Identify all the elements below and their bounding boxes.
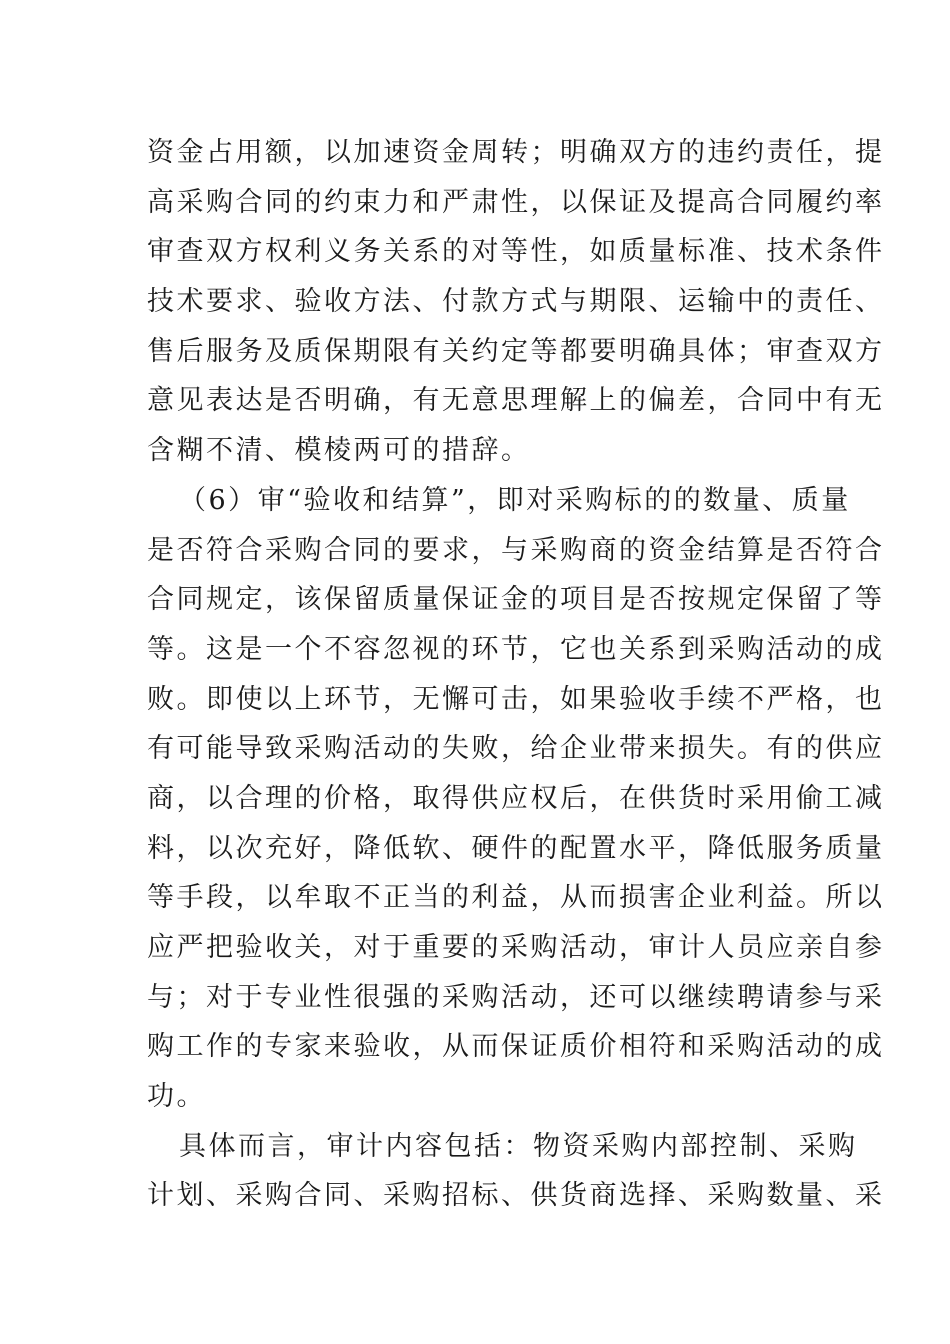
paragraph-start-line: （6）审“验收和结算”，即对采购标的的数量、质量 bbox=[179, 484, 851, 516]
paragraph-start-line: 具体而言，审计内容包括：物资采购内部控制、采购 bbox=[179, 1130, 858, 1162]
text-line: 有可能导致采购活动的失败，给企业带来损失。有的供应 bbox=[147, 733, 885, 765]
text-line: 含糊不清、模棱两可的措辞。 bbox=[147, 435, 531, 467]
text-line: 资金占用额，以加速资金周转；明确双方的违约责任，提 bbox=[147, 137, 885, 168]
text-line: 高采购合同的约束力和严肃性，以保证及提高合同履约率 bbox=[147, 186, 885, 218]
text-line: 商，以合理的价格，取得供应权后，在供货时采用偷工减 bbox=[147, 782, 885, 814]
text-line: 售后服务及质保期限有关约定等都要明确具体；审查双方 bbox=[147, 335, 885, 367]
text-line: 合同规定，该保留质量保证金的项目是否按规定保留了等 bbox=[147, 584, 885, 616]
text-line: 审查双方权利义务关系的对等性，如质量标准、技术条件 bbox=[147, 236, 885, 268]
text-line: 等手段，以牟取不正当的利益，从而损害企业利益。所以 bbox=[147, 882, 885, 914]
text-line: 应严把验收关，对于重要的采购活动，审计人员应亲自参 bbox=[147, 932, 885, 963]
text-line: 料，以次充好，降低软、硬件的配置水平，降低服务质量 bbox=[147, 832, 885, 864]
text-line: 技术要求、验收方法、付款方式与期限、运输中的责任、 bbox=[147, 286, 885, 318]
text-line: 等。这是一个不容忽视的环节，它也关系到采购活动的成 bbox=[147, 633, 885, 665]
text-line: 计划、采购合同、采购招标、供货商选择、采购数量、采 bbox=[147, 1180, 885, 1212]
text-line: 是否符合采购合同的要求，与采购商的资金结算是否符合 bbox=[147, 534, 885, 566]
text-line: 败。即使以上环节，无懈可击，如果验收手续不严格，也 bbox=[147, 683, 885, 715]
text-line: 与；对于专业性很强的采购活动，还可以继续聘请参与采 bbox=[147, 981, 885, 1013]
text-line: 功。 bbox=[147, 1081, 206, 1113]
body-text bbox=[147, 128, 885, 1221]
text-line: 意见表达是否明确，有无意思理解上的偏差，合同中有无 bbox=[147, 385, 885, 417]
text-line: 购工作的专家来验收，从而保证质价相符和采购活动的成 bbox=[147, 1031, 885, 1063]
